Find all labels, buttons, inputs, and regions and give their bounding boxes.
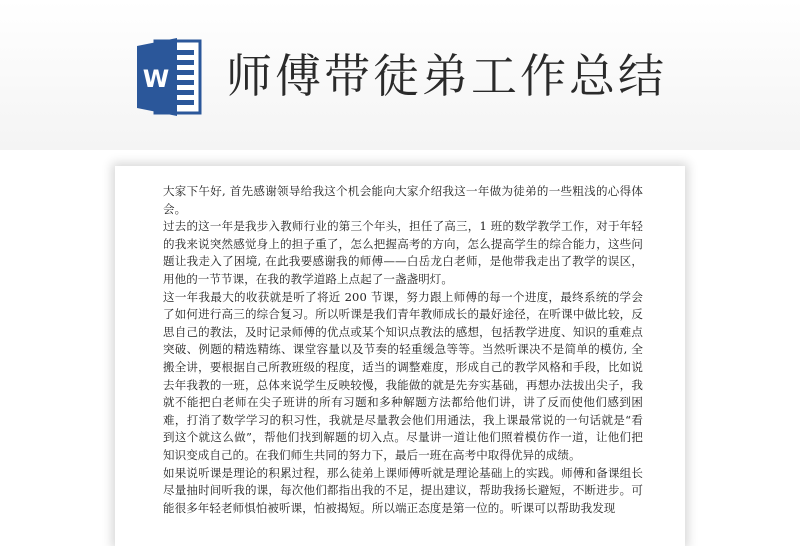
paragraph-4: 如果说听课是理论的积累过程，那么徒弟上课师傅听就是理论基础上的实践。师傅和备课组长尽量抽时间听我的课，每次他们都指出我的不足，提出建议，帮助我扬长避短，不断进步。可能很多年轻老师惧怕被听课，怕被揭短。所以端正态度是第一位的。听课可以帮助我发现 bbox=[163, 465, 643, 515]
page-title: 师傅带徒弟工作总结 bbox=[226, 49, 667, 103]
paragraph-2: 过去的这一年是我步入教师行业的第三个年头，担任了高三，1 班的数学教学工作，对于年轻的我来说突然感觉身上的担子重了，怎么把握高考的方向，怎么提高学生的综合能力，这些问题让我走入了困境, 在此我要感谢我的师傅——白岳龙白老师，是他带我走出了教学的误区，用他的一节节课，在我的教学道路上点起了一盏盏明灯。 bbox=[163, 219, 643, 286]
document-body bbox=[163, 183, 643, 517]
word-document-icon bbox=[137, 38, 203, 116]
document-page bbox=[115, 166, 685, 546]
header-banner bbox=[0, 0, 800, 150]
paragraph-3: 这一年我最大的收获就是听了将近 200 节课，努力跟上师傅的每一个进度，最终系统的学会了如何进行高三的综合复习。所以听课是我们青年教师成长的最好途径，在听课中做比较，反思自己的教法，及时记录师傅的优点或某个知识点教法的感想，包括教学进度、知识的重难点突破、例题的精选精练、课堂容量以及节奏的轻重缓急等等。当然听课决不是简单的模仿, 全搬全讲，要根据自己所教班级的程度，适当的调整难度，形成自己的教学风格和手段，比如说去年我教的一班，总体来说学生反映较慢，我能做的就是先夯实基础，再想办法拔出尖子，我就不能把白老师在尖子班讲的所有习题和多种解题方法都给他们讲，讲了反而使他们感到困难，打消了数学学习的积习性，我就是尽量教会他们用通法，我上课最常说的一句话就是“看到这个就这么做”，帮他们找到解题的切入点。尽量讲一道让他们照着模仿作一道，让他们把知识变成自己的。在我们师生共同的努力下，最后一班在高考中取得优异的成绩。 bbox=[163, 289, 643, 462]
paragraph-1: 大家下午好, 首先感谢领导给我这个机会能向大家介绍我这一年做为徒弟的一些粗浅的心得体会。 bbox=[163, 184, 643, 216]
word-logo-letter: W bbox=[142, 65, 170, 93]
